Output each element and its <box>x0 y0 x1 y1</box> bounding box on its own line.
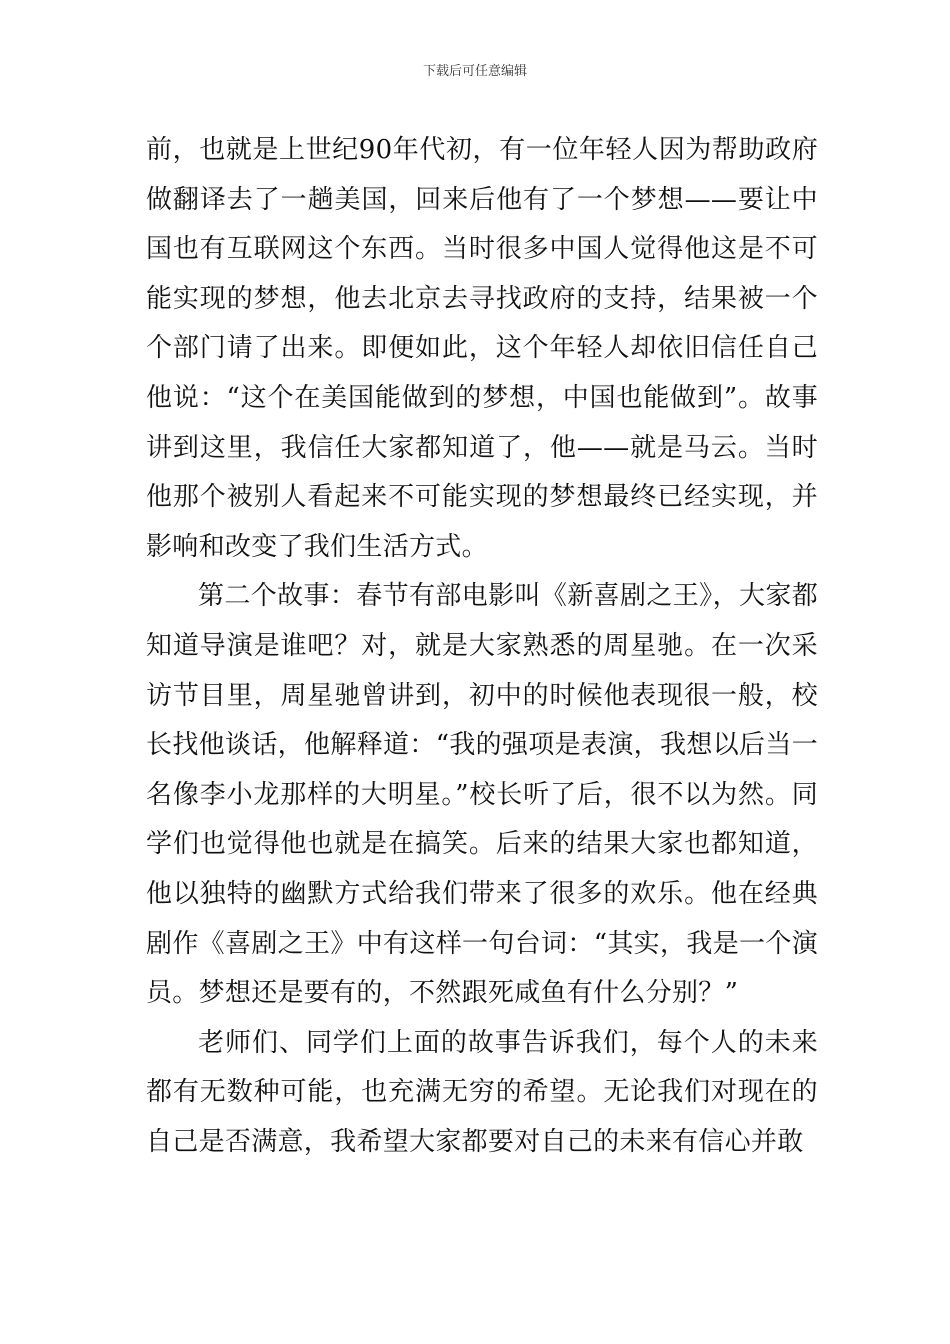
paragraph-conclusion: 老师们、同学们上面的故事告诉我们，每个人的未来都有无数种可能，也充满无穷的希望。无论我们对现在的自己是否满意，我希望大家都要对自己的未来有信心并敢 <box>146 1027 818 1157</box>
page-header-note: 下载后可任意编辑 <box>422 64 527 79</box>
paragraph-zhouxingchi-story: 第二个故事：春节有部电影叫《新喜剧之王》，大家都知道导演是谁吧？对，就是大家熟悉的周星驰。在一次采访节目里，周星驰曾讲到，初中的时候他表现很一般，校长找他谈话，他解释道：“我的强项是表演，我想以后当一名像李小龙那样的大明星。”校长听了后，很不以为然。同学们也觉得他也就是在搞笑。后来的结果大家也都知道，他以独特的幽默方式给我们带来了很多的欢乐。他在经典剧作《喜剧之王》中有这样一句台词：“其实，我是一个演员。梦想还是要有的，不然跟死咸鱼有什么分别？” <box>146 581 818 1009</box>
paragraph-mayun-story: 前，也就是上世纪90年代初，有一位年轻人因为帮助政府做翻译去了一趟美国，回来后他有了一个梦想——要让中国也有互联网这个东西。当时很多中国人觉得他这是不可能实现的梦想，他去北京去寻找政府的支持，结果被一个个部门请了出来。即便如此，这个年轻人却依旧信任自己他说：“这个在美国能做到的梦想，中国也能做到”。故事讲到这里，我信任大家都知道了，他——就是马云。当时他那个被别人看起来不可能实现的梦想最终已经实现，并影响和改变了我们生活方式。 <box>146 135 818 562</box>
document-body <box>146 126 818 1167</box>
